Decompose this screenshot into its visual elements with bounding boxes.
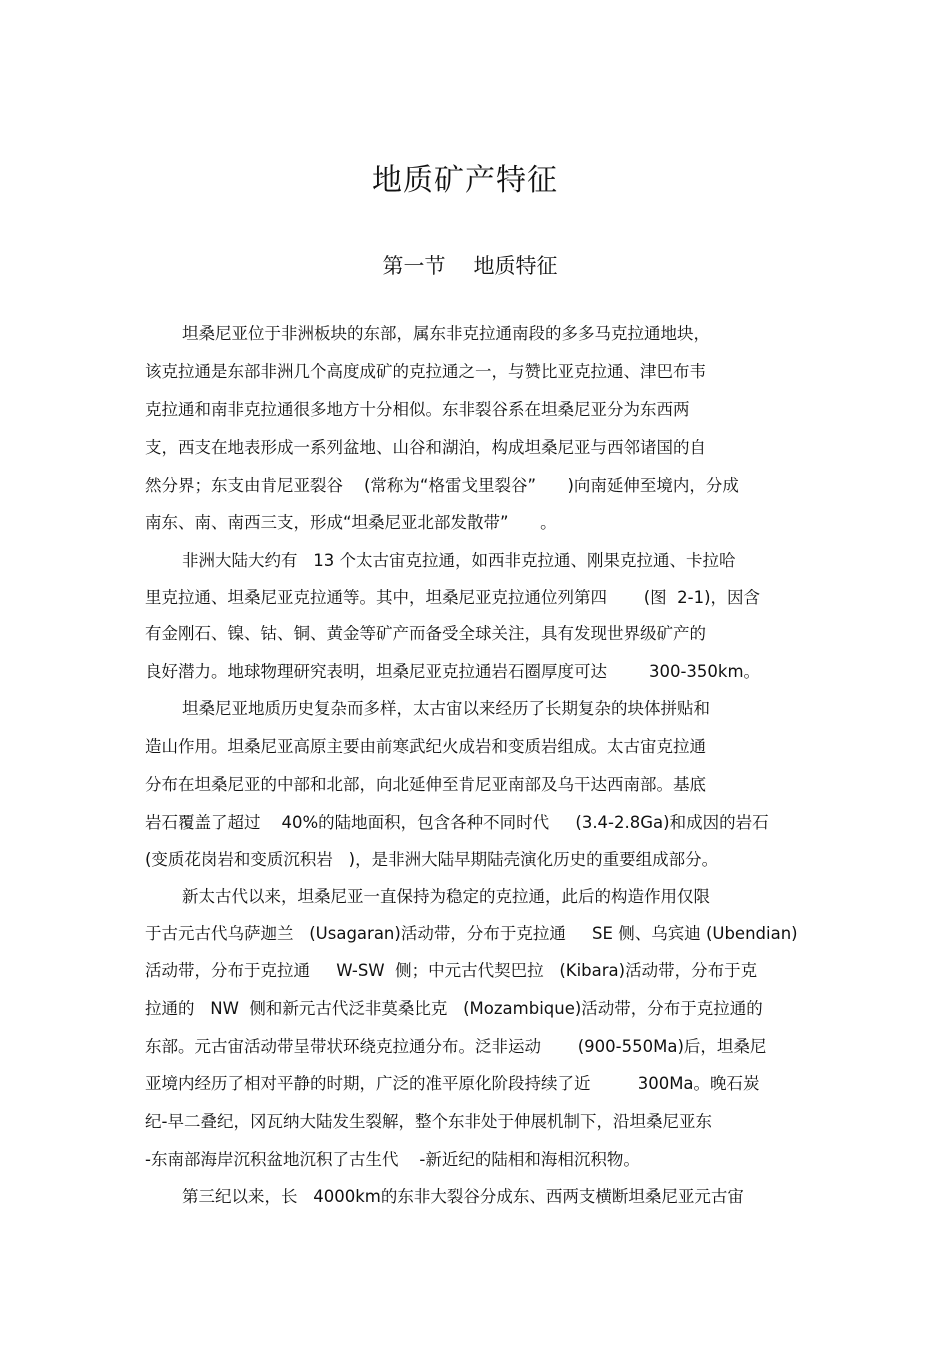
paragraph-1-line-1: 坦桑尼亚位于非洲板块的东部，属东非克拉通南段的多多马克拉通地块， — [182, 324, 710, 343]
paragraph-3-line-2: 造山作用。坦桑尼亚高原主要由前寒武纪火成岩和变质岩组成。太古宙克拉通 — [145, 737, 706, 756]
paragraph-3-line-5: (变质花岗岩和变质沉积岩 )，是非洲大陆早期陆壳演化历史的重要组成部分。 — [145, 850, 719, 869]
paragraph-2-line-2: 里克拉通、坦桑尼亚克拉通等。其中，坦桑尼亚克拉通位列第四 (图 2-1)，因含 — [145, 588, 761, 607]
paragraph-5-line-1: 第三纪以来，长 4000km的东非大裂谷分成东、西两支横断坦桑尼亚元古宙 — [182, 1187, 744, 1206]
paragraph-4-line-8: -东南部海岸沉积盆地沉积了古生代 -新近纪的陆相和海相沉积物。 — [145, 1150, 640, 1169]
document-title: 地质矿产特征 — [372, 163, 558, 198]
paragraph-2-line-4: 良好潜力。地球物理研究表明，坦桑尼亚克拉通岩石圈厚度可达 300-350km。 — [145, 662, 761, 681]
paragraph-1-line-3: 克拉通和南非克拉通很多地方十分相似。东非裂谷系在坦桑尼亚分为东西两 — [145, 400, 690, 419]
paragraph-4-line-7: 纪-早二叠纪，冈瓦纳大陆发生裂解，整个东非处于伸展机制下，沿坦桑尼亚东 — [145, 1112, 712, 1131]
paragraph-1-line-2: 该克拉通是东部非洲几个高度成矿的克拉通之一，与赞比亚克拉通、津巴布韦 — [145, 362, 706, 381]
paragraph-1-line-5: 然分界；东支由肯尼亚裂谷 (常称为“格雷戈里裂谷” )向南延伸至境内，分成 — [145, 476, 739, 495]
section-name: 地质特征 — [473, 254, 558, 278]
paragraph-3-line-3: 分布在坦桑尼亚的中部和北部，向北延伸至肯尼亚南部及乌干达西南部。基底 — [145, 775, 706, 794]
paragraph-4-line-2: 于古元古代乌萨迦兰 (Usagaran)活动带，分布于克拉通 SE 侧、乌宾迪 (Ubendian) — [145, 924, 798, 943]
section-heading — [0, 250, 940, 282]
paragraph-4-line-1: 新太古代以来，坦桑尼亚一直保持为稳定的克拉通，此后的构造作用仅限 — [182, 887, 710, 906]
paragraph-4-line-3: 活动带，分布于克拉通 W-SW 侧；中元古代契巴拉 (Kibara)活动带，分布于克 — [145, 961, 758, 980]
paragraph-4-line-6: 亚境内经历了相对平静的时期，广泛的准平原化阶段持续了近 300Ma。晚石炭 — [145, 1074, 760, 1093]
paragraph-4-line-5: 东部。元古宙活动带呈带状环绕克拉通分布。泛非运动 (900-550Ma)后，坦桑尼 — [145, 1037, 767, 1056]
paragraph-1-line-4: 支，西支在地表形成一系列盆地、山谷和湖泊，构成坦桑尼亚与西邻诸国的自 — [145, 438, 706, 457]
paragraph-3-line-1: 坦桑尼亚地质历史复杂而多样，太古宙以来经历了长期复杂的块体拼贴和 — [182, 699, 710, 718]
paragraph-1-line-6: 南东、南、南西三支，形成“坦桑尼亚北部发散带” 。 — [145, 513, 557, 532]
paragraph-4-line-4: 拉通的 NW 侧和新元古代泛非莫桑比克 (Mozambique)活动带，分布于克拉通的 — [145, 999, 763, 1018]
paragraph-2-line-3: 有金刚石、镍、钴、铜、黄金等矿产而备受全球关注，具有发现世界级矿产的 — [145, 624, 706, 643]
section-number: 第一节 — [382, 254, 446, 278]
paragraph-2-line-1: 非洲大陆大约有 13 个太古宙克拉通，如西非克拉通、刚果克拉通、卡拉哈 — [182, 551, 736, 570]
paragraph-3-line-4: 岩石覆盖了超过 40%的陆地面积，包含各种不同时代 (3.4-2.8Ga)和成因的岩石 — [145, 813, 769, 832]
